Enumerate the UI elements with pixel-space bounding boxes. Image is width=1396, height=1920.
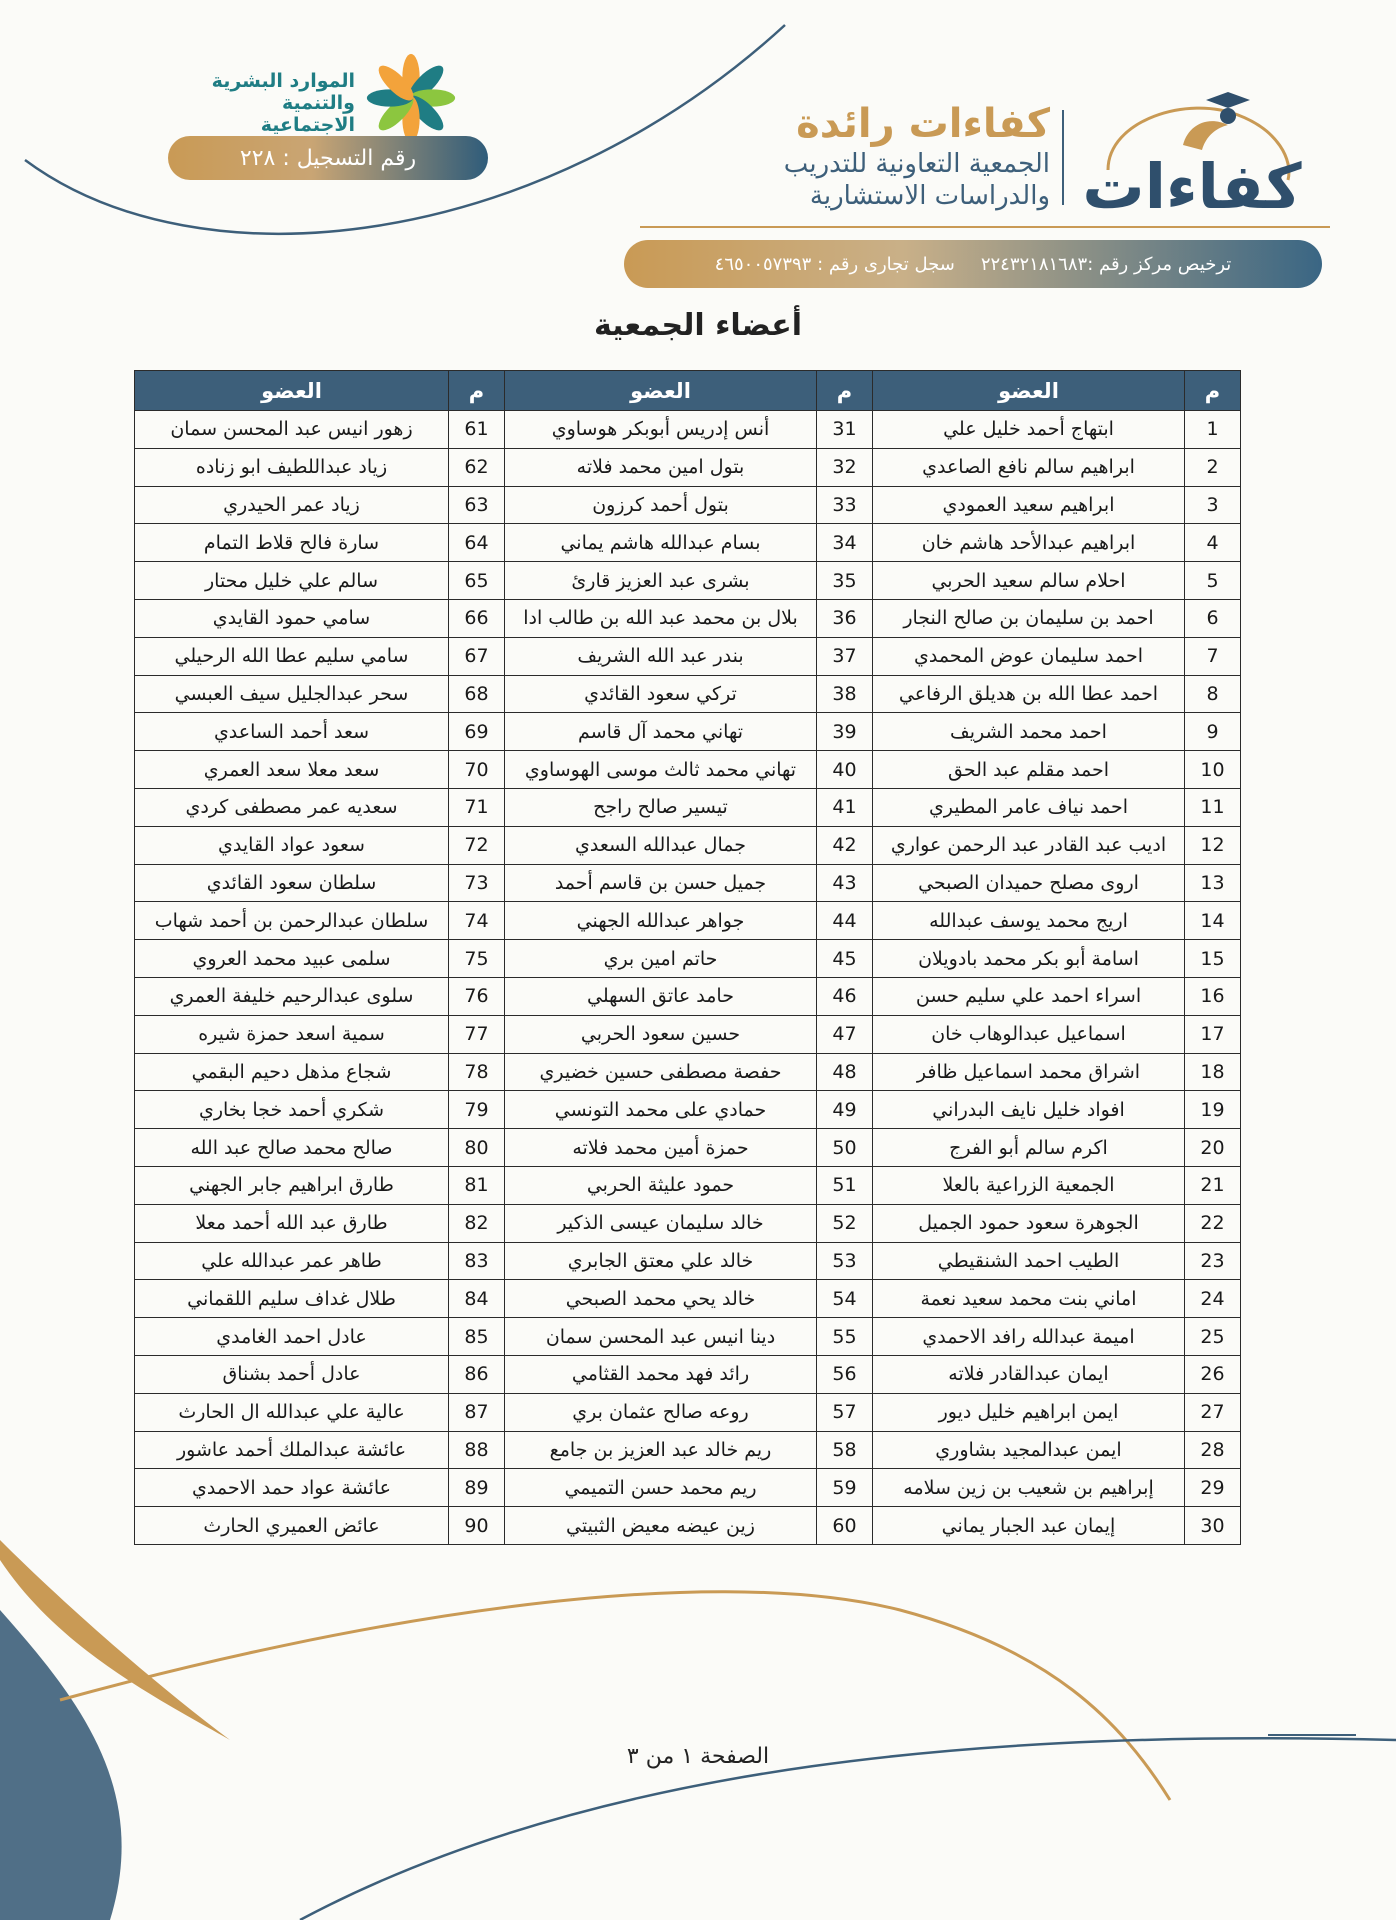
member-number: 83 <box>449 1242 505 1280</box>
member-number: 1 <box>1185 411 1241 449</box>
member-number: 78 <box>449 1053 505 1091</box>
member-number: 34 <box>817 524 873 562</box>
member-number: 42 <box>817 826 873 864</box>
member-name: الطيب احمد الشنقيطي <box>873 1242 1185 1280</box>
member-name: تركي سعود القائدي <box>505 675 817 713</box>
member-name: احمد مقلم عبد الحق <box>873 751 1185 789</box>
member-number: 68 <box>449 675 505 713</box>
member-name: أنس إدريس أبوبكر هوساوي <box>505 411 817 449</box>
table-row <box>135 940 1241 978</box>
member-number: 3 <box>1185 486 1241 524</box>
member-number: 32 <box>817 448 873 486</box>
member-number: 24 <box>1185 1280 1241 1318</box>
member-number: 26 <box>1185 1355 1241 1393</box>
member-name: سامي حمود القايدي <box>135 599 449 637</box>
member-number: 59 <box>817 1469 873 1507</box>
member-number: 60 <box>817 1507 873 1545</box>
member-number: 66 <box>449 599 505 637</box>
member-number: 17 <box>1185 1015 1241 1053</box>
member-name: حاتم امين بري <box>505 940 817 978</box>
member-name: طارق ابراهيم جابر الجهني <box>135 1166 449 1204</box>
member-name: عادل احمد الغامدي <box>135 1318 449 1356</box>
member-name: اسامة أبو بكر محمد بادويلان <box>873 940 1185 978</box>
member-number: 73 <box>449 864 505 902</box>
member-name: تهاني محمد ثالث موسى الهوساوي <box>505 751 817 789</box>
member-name: سلوى عبدالرحيم خليفة العمري <box>135 977 449 1015</box>
member-name: عالية علي عبدالله ال الحارث <box>135 1393 449 1431</box>
member-number: 63 <box>449 486 505 524</box>
table-row <box>135 826 1241 864</box>
member-number: 69 <box>449 713 505 751</box>
member-name: عادل أحمد بشناق <box>135 1355 449 1393</box>
member-number: 88 <box>449 1431 505 1469</box>
member-name: سعد أحمد الساعدي <box>135 713 449 751</box>
header-rule <box>640 226 1330 228</box>
member-name: شجاع مذهل دحيم البقمي <box>135 1053 449 1091</box>
member-name: روعه صالح عثمان بري <box>505 1393 817 1431</box>
table-row <box>135 675 1241 713</box>
member-name: خالد يحي محمد الصبحي <box>505 1280 817 1318</box>
member-number: 64 <box>449 524 505 562</box>
member-name: صالح محمد صالح عبد الله <box>135 1129 449 1167</box>
member-number: 55 <box>817 1318 873 1356</box>
ministry-name: الموارد البشرية والتنمية الاجتماعية <box>211 70 355 136</box>
member-name: اميمة عبدالله رافد الاحمدي <box>873 1318 1185 1356</box>
member-name: ريم خالد عبد العزيز بن جامع <box>505 1431 817 1469</box>
member-name: احمد عطا الله بن هديلق الرفاعي <box>873 675 1185 713</box>
member-name: بتول امين محمد فلاته <box>505 448 817 486</box>
member-number: 25 <box>1185 1318 1241 1356</box>
member-number: 39 <box>817 713 873 751</box>
table-row <box>135 486 1241 524</box>
table-row <box>135 599 1241 637</box>
member-name: حمود عليثة الحربي <box>505 1166 817 1204</box>
table-row <box>135 713 1241 751</box>
table-row <box>135 1318 1241 1356</box>
table-row <box>135 864 1241 902</box>
member-name: حامد عاتق السهلي <box>505 977 817 1015</box>
table-row <box>135 1053 1241 1091</box>
member-number: 23 <box>1185 1242 1241 1280</box>
member-number: 20 <box>1185 1129 1241 1167</box>
member-number: 49 <box>817 1091 873 1129</box>
member-name: سلطان عبدالرحمن بن أحمد شهاب <box>135 902 449 940</box>
member-number: 58 <box>817 1431 873 1469</box>
member-number: 11 <box>1185 788 1241 826</box>
table-row <box>135 1129 1241 1167</box>
member-number: 15 <box>1185 940 1241 978</box>
member-name: اسماعيل عبدالوهاب خان <box>873 1015 1185 1053</box>
member-number: 16 <box>1185 977 1241 1015</box>
member-number: 5 <box>1185 562 1241 600</box>
member-name: بندر عبد الله الشريف <box>505 637 817 675</box>
table-row <box>135 1280 1241 1318</box>
member-name: سعود عواد القايدي <box>135 826 449 864</box>
member-number: 43 <box>817 864 873 902</box>
member-name: احمد سليمان عوض المحمدي <box>873 637 1185 675</box>
member-number: 50 <box>817 1129 873 1167</box>
member-name: سحر عبدالجليل سيف العبسي <box>135 675 449 713</box>
member-name: الجوهرة سعود حمود الجميل <box>873 1204 1185 1242</box>
star-logo-icon <box>363 50 459 146</box>
member-name: تهاني محمد آل قاسم <box>505 713 817 751</box>
member-number: 9 <box>1185 713 1241 751</box>
member-name: حمادي على محمد التونسي <box>505 1091 817 1129</box>
license-bar <box>624 240 1322 288</box>
page-number: الصفحة ١ من ٣ <box>626 1744 770 1769</box>
member-name: احمد محمد الشريف <box>873 713 1185 751</box>
member-number: 45 <box>817 940 873 978</box>
member-name: حسين سعود الحربي <box>505 1015 817 1053</box>
member-name: ريم محمد حسن التميمي <box>505 1469 817 1507</box>
table-row <box>135 1355 1241 1393</box>
member-number: 82 <box>449 1204 505 1242</box>
table-row <box>135 751 1241 789</box>
member-number: 81 <box>449 1166 505 1204</box>
member-name: خالد سليمان عيسى الذكير <box>505 1204 817 1242</box>
header-divider <box>1062 110 1064 205</box>
member-number: 74 <box>449 902 505 940</box>
member-name: ابراهيم عبدالأحد هاشم خان <box>873 524 1185 562</box>
member-number: 53 <box>817 1242 873 1280</box>
member-number: 75 <box>449 940 505 978</box>
member-number: 79 <box>449 1091 505 1129</box>
member-name: بتول أحمد كرزون <box>505 486 817 524</box>
table-row <box>135 1469 1241 1507</box>
member-name: بشرى عبد العزيز قارئ <box>505 562 817 600</box>
member-number: 51 <box>817 1166 873 1204</box>
member-name: اسراء احمد علي سليم حسن <box>873 977 1185 1015</box>
member-number: 2 <box>1185 448 1241 486</box>
table-row <box>135 902 1241 940</box>
member-name: افواد خليل نايف البدراني <box>873 1091 1185 1129</box>
commercial-register: سجل تجارى رقم : ٤٦٥٠٠٥٧٣٩٣ <box>714 253 955 275</box>
member-name: ابتهاج أحمد خليل علي <box>873 411 1185 449</box>
member-name: سعد معلا سعد العمري <box>135 751 449 789</box>
member-number: 90 <box>449 1507 505 1545</box>
member-number: 10 <box>1185 751 1241 789</box>
member-number: 4 <box>1185 524 1241 562</box>
member-number: 77 <box>449 1015 505 1053</box>
table-row <box>135 977 1241 1015</box>
center-license: ترخيص مركز رقم :٢٢٤٣٢١٨١٦٨٣ <box>980 253 1232 275</box>
member-name: جواهر عبدالله الجهني <box>505 902 817 940</box>
table-header-row <box>135 371 1241 411</box>
member-name: دينا انيس عبد المحسن سمان <box>505 1318 817 1356</box>
page-title: أعضاء الجمعية <box>593 308 803 343</box>
member-name: زياد عمر الحيدري <box>135 486 449 524</box>
member-name: ايمن عبدالمجيد بشاوري <box>873 1431 1185 1469</box>
column-header-member: العضو <box>135 371 449 411</box>
member-name: سلطان سعود القائدي <box>135 864 449 902</box>
member-number: 33 <box>817 486 873 524</box>
member-number: 30 <box>1185 1507 1241 1545</box>
member-number: 13 <box>1185 864 1241 902</box>
member-number: 36 <box>817 599 873 637</box>
member-number: 89 <box>449 1469 505 1507</box>
member-number: 86 <box>449 1355 505 1393</box>
member-number: 35 <box>817 562 873 600</box>
table-row <box>135 1204 1241 1242</box>
member-name: جميل حسن بن قاسم أحمد <box>505 864 817 902</box>
member-name: زياد عبداللطيف ابو زناده <box>135 448 449 486</box>
member-number: 84 <box>449 1280 505 1318</box>
member-name: طارق عبد الله أحمد معلا <box>135 1204 449 1242</box>
member-number: 76 <box>449 977 505 1015</box>
member-number: 62 <box>449 448 505 486</box>
member-name: عائض العميري الحارث <box>135 1507 449 1545</box>
registration-badge: رقم التسجيل : ٢٢٨ <box>168 136 488 180</box>
member-name: سلمى عبيد محمد العروي <box>135 940 449 978</box>
member-name: اريج محمد يوسف عبدالله <box>873 902 1185 940</box>
member-name: اروى مصلح حميدان الصبحي <box>873 864 1185 902</box>
member-number: 71 <box>449 788 505 826</box>
member-name: إبراهيم بن شعيب بن زين سلامه <box>873 1469 1185 1507</box>
member-name: اشراق محمد اسماعيل ظافر <box>873 1053 1185 1091</box>
member-name: زهور انيس عبد المحسن سمان <box>135 411 449 449</box>
member-name: سالم علي خليل محتار <box>135 562 449 600</box>
member-name: ابراهيم سالم نافع الصاعدي <box>873 448 1185 486</box>
member-number: 19 <box>1185 1091 1241 1129</box>
member-name: احمد بن سليمان بن صالح النجار <box>873 599 1185 637</box>
member-name: جمال عبدالله السعدي <box>505 826 817 864</box>
member-number: 21 <box>1185 1166 1241 1204</box>
member-name: احمد نياف عامر المطيري <box>873 788 1185 826</box>
member-number: 80 <box>449 1129 505 1167</box>
member-number: 18 <box>1185 1053 1241 1091</box>
member-number: 48 <box>817 1053 873 1091</box>
member-name: طلال غداف سليم اللقماني <box>135 1280 449 1318</box>
table-row <box>135 411 1241 449</box>
member-name: طاهر عمر عبدالله علي <box>135 1242 449 1280</box>
table-row <box>135 524 1241 562</box>
member-name: احلام سالم سعيد الحربي <box>873 562 1185 600</box>
member-number: 28 <box>1185 1431 1241 1469</box>
member-number: 85 <box>449 1318 505 1356</box>
member-number: 29 <box>1185 1469 1241 1507</box>
member-number: 12 <box>1185 826 1241 864</box>
member-number: 54 <box>817 1280 873 1318</box>
table-row <box>135 448 1241 486</box>
member-name: سعديه عمر مصطفى كردي <box>135 788 449 826</box>
table-row <box>135 1242 1241 1280</box>
member-number: 22 <box>1185 1204 1241 1242</box>
member-name: زين عيضه معيض الثبيتي <box>505 1507 817 1545</box>
member-number: 72 <box>449 826 505 864</box>
member-number: 14 <box>1185 902 1241 940</box>
member-number: 41 <box>817 788 873 826</box>
table-row <box>135 1015 1241 1053</box>
member-number: 87 <box>449 1393 505 1431</box>
member-number: 70 <box>449 751 505 789</box>
member-name: عائشة عواد حمد الاحمدي <box>135 1469 449 1507</box>
members-table <box>134 370 1241 1545</box>
member-name: خالد علي معتق الجابري <box>505 1242 817 1280</box>
member-name: سارة فالح قلاط التمام <box>135 524 449 562</box>
member-number: 37 <box>817 637 873 675</box>
member-number: 27 <box>1185 1393 1241 1431</box>
member-name: بلال بن محمد عبد الله بن طالب ادا <box>505 599 817 637</box>
organization-name: كفاءات رائدة الجمعية التعاونية للتدريب والدراسات الاستشارية <box>783 101 1050 211</box>
member-name: شكري أحمد خجا بخاري <box>135 1091 449 1129</box>
member-name: سمية اسعد حمزة شيره <box>135 1015 449 1053</box>
member-name: الجمعية الزراعية بالعلا <box>873 1166 1185 1204</box>
member-number: 57 <box>817 1393 873 1431</box>
member-number: 52 <box>817 1204 873 1242</box>
member-number: 67 <box>449 637 505 675</box>
member-number: 47 <box>817 1015 873 1053</box>
member-name: عائشة عبدالملك أحمد عاشور <box>135 1431 449 1469</box>
table-row <box>135 1431 1241 1469</box>
table-row <box>135 1393 1241 1431</box>
table-row <box>135 562 1241 600</box>
member-number: 44 <box>817 902 873 940</box>
member-name: حمزة أمين محمد فلاته <box>505 1129 817 1167</box>
member-name: اديب عبد القادر عبد الرحمن عواري <box>873 826 1185 864</box>
member-number: 31 <box>817 411 873 449</box>
member-number: 46 <box>817 977 873 1015</box>
member-number: 38 <box>817 675 873 713</box>
table-row <box>135 1507 1241 1545</box>
table-row <box>135 1166 1241 1204</box>
member-number: 6 <box>1185 599 1241 637</box>
member-name: بسام عبدالله هاشم يماني <box>505 524 817 562</box>
member-number: 8 <box>1185 675 1241 713</box>
column-header-num: م <box>817 371 873 411</box>
column-header-num: م <box>1185 371 1241 411</box>
member-name: ابراهيم سعيد العمودي <box>873 486 1185 524</box>
table-row <box>135 788 1241 826</box>
member-number: 40 <box>817 751 873 789</box>
member-number: 65 <box>449 562 505 600</box>
member-name: ايمان عبدالقادر فلاته <box>873 1355 1185 1393</box>
table-row <box>135 1091 1241 1129</box>
member-name: اكرم سالم أبو الفرج <box>873 1129 1185 1167</box>
member-name: حفصة مصطفى حسين خضيري <box>505 1053 817 1091</box>
member-name: اماني بنت محمد سعيد نعمة <box>873 1280 1185 1318</box>
member-name: سامي سليم عطا الله الرحيلي <box>135 637 449 675</box>
member-name: إيمان عبد الجبار يماني <box>873 1507 1185 1545</box>
member-name: ايمن ابراهيم خليل ديور <box>873 1393 1185 1431</box>
member-number: 7 <box>1185 637 1241 675</box>
table-row <box>135 637 1241 675</box>
member-number: 56 <box>817 1355 873 1393</box>
logo-wordmark: كفاءات <box>1082 150 1302 223</box>
column-header-member: العضو <box>873 371 1185 411</box>
member-number: 61 <box>449 411 505 449</box>
member-name: تيسير صالح راجح <box>505 788 817 826</box>
column-header-member: العضو <box>505 371 817 411</box>
member-name: رائد فهد محمد القثامي <box>505 1355 817 1393</box>
ministry-logo <box>185 50 485 136</box>
column-header-num: م <box>449 371 505 411</box>
members-table-body <box>135 411 1241 1545</box>
